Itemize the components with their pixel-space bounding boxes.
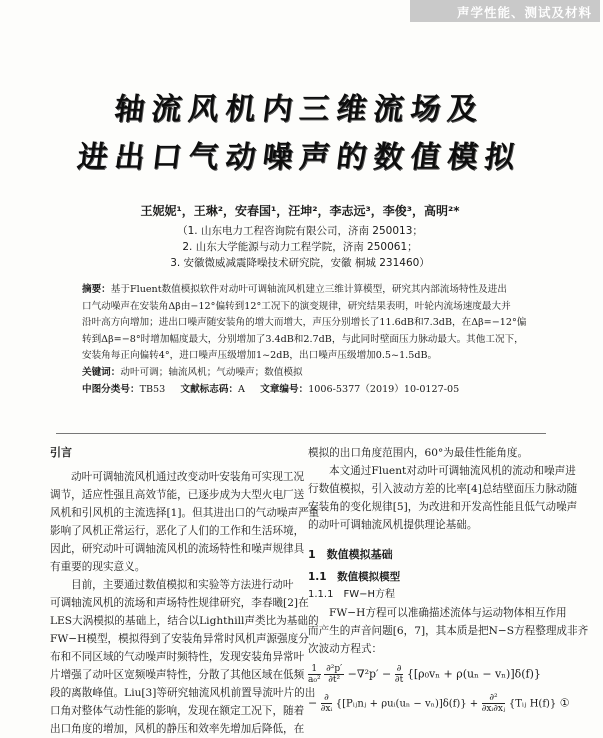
doc-code-value: A: [238, 383, 245, 395]
equation-fraction: $\frac{\text{∂²}}{\text{∂xᵢ∂xⱼ}}$: [481, 693, 506, 714]
body-line: 次波动方程式：: [308, 643, 383, 655]
article-no-label: 文章编号：: [260, 383, 309, 395]
body-line: 出口角度的增加，风机的静压和效率先增加后降低，在: [50, 723, 305, 735]
equation-line-1: $\frac{1}{\text{a₀²}}$ $\frac{\text{∂²p′}}{\text{∂t²}}$ −∇²p′ − $\frac{\partial}{\partial t}$ {[ρ₀vₙ + ρ(uₙ − vₙ)]δ(f)}: [308, 664, 541, 685]
intro-heading: 引言: [50, 446, 72, 459]
equation-fraction: $\frac{\text{∂²p′}}{\text{∂t²}}$: [326, 664, 343, 685]
abstract-label: 摘要：: [82, 284, 111, 295]
body-line: 安装角的变化规律[5]，为改进和开发高性能且低气动噪声: [308, 501, 578, 513]
section-header-text: 声学性能、测试及材料: [456, 5, 592, 20]
body-line: 可调轴流风机的流场和声场特性规律研究，李春曦[2]在: [50, 597, 309, 609]
body-line: 而产生的声音问题[6，7]，其本质是把N−S方程整理成非齐: [308, 625, 589, 637]
article-no-value: 1006-5377（2019）10-0127-05: [308, 383, 460, 395]
body-line: FW−H方程可以准确描述流体与运动物体相互作用: [329, 607, 567, 619]
title-line-1: 轴流风机内三维流场及: [112, 92, 487, 127]
body-line: 的动叶可调轴流风机提供理论基础。: [308, 519, 478, 531]
body-line: 段的离散峰值。Liu[3]等研究轴流风机前置导流叶片的出: [50, 687, 316, 699]
body-line: 动叶可调轴流风机通过改变动叶安装角可实现工况: [71, 471, 305, 483]
equation-fraction: $\frac{\partial}{\text{∂xᵢ}}$: [320, 693, 333, 714]
body-line: 风机和引风机的主流选择[1]。但其进出口的气动噪声严重: [50, 507, 320, 519]
abstract-block: [82, 282, 527, 398]
equation-line-2: − $\frac{\partial}{\text{∂xᵢ}}$ {[Pᵢⱼnⱼ + ρuᵢ(uₙ − vₙ)]δ(f)} + $\frac{\text{∂²}}{\text{∂xᵢ∂xⱼ}}$ {Tᵢⱼ H(f)} ①: [308, 693, 570, 714]
keywords-label: 关键词：: [82, 366, 121, 378]
body-line: 片增强了动叶区宽频噪声特性，分散了其他区域在低频: [50, 669, 305, 681]
body-line: 口角对整体气动性能的影响，发现在额定工况下，随着: [50, 705, 305, 717]
body-line: 模拟的出口角度范围内，60°为最佳性能角度。: [308, 447, 529, 459]
classification-line: [82, 382, 522, 399]
clc-value: TB53: [139, 383, 166, 395]
affiliation-2: 2. 山东大学能源与动力工程学院，济南 250061；: [182, 241, 418, 253]
section-heading: 1 数值模拟基础: [308, 548, 393, 561]
body-line: 因此，研究动叶可调轴流风机的流场特性和噪声规律具: [50, 543, 305, 555]
title-line-2: 进出口气动噪声的数值模拟: [75, 140, 524, 175]
body-line: 影响了风机正常运行，恶化了人们的工作和生活环境，: [50, 525, 305, 537]
abstract-line: 沿叶高方向增加；进出口噪声随安装角的增大而增大，声压分别增长了11.6dB和7.3dB，在Δβ=−12°偏: [82, 317, 527, 329]
body-line: LES大涡模拟的基础上，结合以Lighthill声类比为基础的: [50, 615, 319, 627]
abstract-divider: [56, 433, 546, 434]
abstract-line: 安装角每正向偏转4°，进口噪声压级增加1~2dB，出口噪声压级增加0.5~1.5dB。: [82, 350, 438, 362]
body-line: 行数值模拟，引入波动方差的比率[4]总结壁面压力脉动随: [308, 483, 578, 495]
subsection-heading: 1.1 数值模拟模型: [308, 571, 401, 583]
keywords-line: [82, 365, 522, 382]
clc-label: 中图分类号：: [82, 383, 140, 395]
right-column: [308, 444, 589, 714]
body-line: 调节，适应性强且高效节能，已逐步成为大型火电厂送: [50, 489, 305, 501]
subsubsection-heading: 1.1.1 FW−H方程: [308, 589, 395, 600]
body-line: 布和不同区域的气动噪声时频特性，发现安装角异常叶: [50, 651, 305, 663]
affiliation-1: （1. 山东电力工程咨询院有限公司，济南 250013；: [177, 225, 423, 237]
section-header-bar: [410, 0, 600, 22]
body-line: 有重要的现实意义。: [50, 561, 146, 573]
equation-number: ①: [559, 696, 570, 710]
abstract-line: 转到Δβ=−8°时增加幅度最大，分别增加了3.4dB和2.7dB，与此同时壁面压力脉动最大。其他工况下，: [82, 333, 524, 345]
author-list: 王妮妮¹，王琳²，安春国¹，汪坤²，李志远³，李俊³，高明²*: [140, 204, 460, 218]
body-line: FW−H模型，模拟得到了安装角异常时风机声源强度分: [50, 633, 309, 645]
body-line: 本文通过Fluent对动叶可调轴流风机的流动和噪声进: [329, 465, 576, 477]
equation-fraction: $\frac{1}{\text{a₀²}}$: [308, 664, 321, 685]
abstract-line: 口气动噪声在安装角Δβ由−12°偏转到12°工况下的演变规律，研究结果表明，叶轮内流场速度最大并: [82, 300, 511, 312]
abstract-line: 摘要：基于Fluent数值模拟软件对动叶可调轴流风机建立三维计算模型，研究其内部流场特性及进出: [82, 284, 507, 295]
body-line: 目前，主要通过数值模拟和实验等方法进行动叶: [71, 579, 294, 591]
keywords: 动叶可调；轴流风机；气动噪声；数值模拟: [120, 366, 303, 378]
equation-fraction: $\frac{\partial}{\partial t}$: [394, 664, 404, 685]
doc-code-label: 文献标志码：: [180, 383, 239, 395]
affiliation-3: 3. 安徽微威减震降噪技术研究院，安徽 桐城 231460）: [170, 257, 430, 269]
